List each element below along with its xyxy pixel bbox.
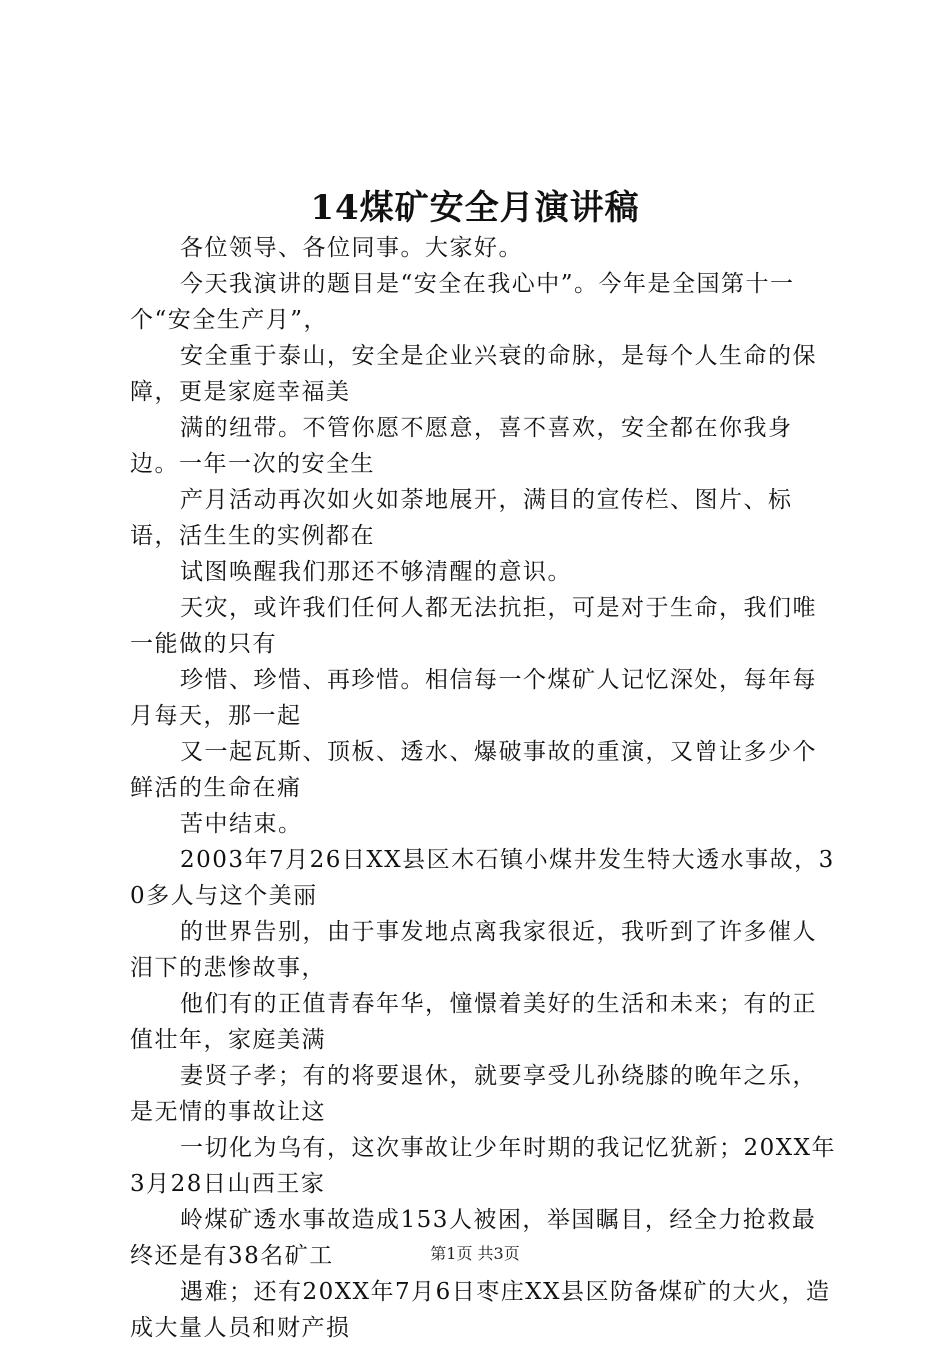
paragraph: 天灾，或许我们任何人都无法抗拒，可是对于生命，我们唯一能做的只有 — [130, 595, 817, 657]
paragraph: 产月活动再次如火如荼地展开，满目的宣传栏、图片、标语，活生生的实例都在 — [130, 487, 793, 549]
paragraph: 一切化为乌有，这次事故让少年时期的我记忆犹新；20XX年3月28日山西王家 — [130, 1135, 837, 1197]
paragraph: 遇难；还有20XX年7月6日枣庄XX县区防备煤矿的大火，造成大量人员和财产损 — [130, 1279, 831, 1341]
paragraph: 试图唤醒我们那还不够清醒的意识。 — [180, 559, 572, 585]
document-body — [130, 230, 836, 1346]
paragraph: 妻贤子孝；有的将要退休，就要享受儿孙绕膝的晚年之乐，是无情的事故让这 — [130, 1063, 817, 1125]
paragraph: 2003年7月26日XX县区木石镇小煤井发生特大透水事故，30多人与这个美丽 — [130, 847, 835, 909]
paragraph: 他们有的正值青春年华，憧憬着美好的生活和未来；有的正值壮年，家庭美满 — [130, 991, 817, 1053]
paragraph: 各位领导、各位同事。大家好。 — [180, 235, 523, 261]
paragraph: 的世界告别，由于事发地点离我家很近，我听到了许多催人泪下的悲惨故事， — [130, 919, 817, 981]
paragraph: 苦中结束。 — [180, 811, 303, 837]
paragraph: 珍惜、珍惜、再珍惜。相信每一个煤矿人记忆深处，每年每月每天，那一起 — [130, 667, 817, 729]
page-indicator: 第1页 共3页 — [430, 1244, 520, 1263]
paragraph: 岭煤矿透水事故造成153人被困，举国瞩目，经全力抢救最终还是有38名矿工 — [130, 1207, 817, 1269]
page-footer — [0, 1242, 950, 1266]
paragraph: 满的纽带。不管你愿不愿意，喜不喜欢，安全都在你我身边。一年一次的安全生 — [130, 415, 793, 477]
paragraph: 今天我演讲的题目是“安全在我心中”。今年是全国第十一个“安全生产月”， — [130, 271, 795, 333]
paragraph: 安全重于泰山，安全是企业兴衰的命脉，是每个人生命的保障，更是家庭幸福美 — [130, 343, 817, 405]
paragraph: 又一起瓦斯、顶板、透水、爆破事故的重演，又曾让多少个鲜活的生命在痛 — [130, 739, 817, 801]
document-title: 14煤矿安全月演讲稿 — [310, 188, 640, 228]
